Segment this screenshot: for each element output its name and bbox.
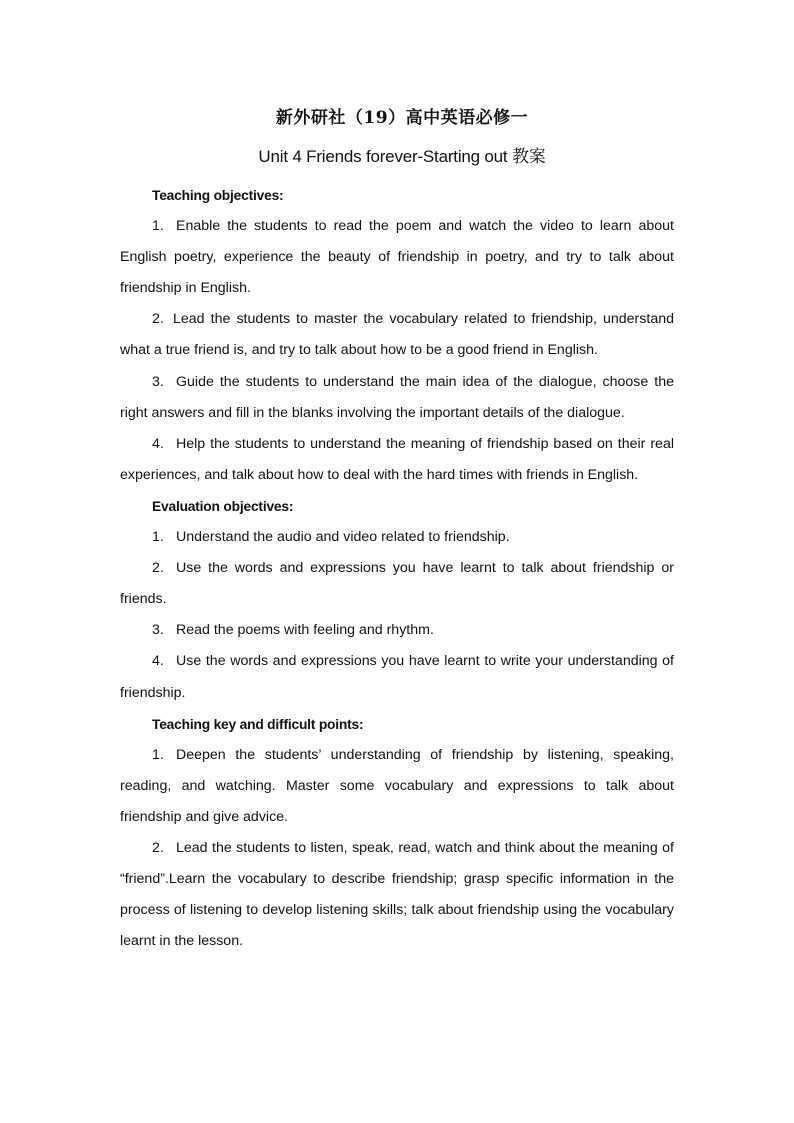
list-item [120, 615, 674, 646]
item-number: 1. [152, 218, 164, 235]
list-item [120, 740, 674, 833]
item-text: Help the students to understand the meaning of friendship based on their real experiences, and talk about how to deal with the hard times with friends in English. [120, 435, 674, 483]
list-item [120, 553, 674, 615]
item-text: Use the words and expressions you have learnt to talk about friendship or friends. [120, 560, 674, 608]
item-number: 3. [152, 622, 164, 639]
item-number: 4. [152, 653, 164, 670]
section-heading-teaching-objectives: Teaching objectives: [152, 188, 284, 203]
item-text: Deepen the students’ understanding of friendship by listening, speaking, reading, and watching. Master some vocabulary and expressions to talk about friendship and give advice. [120, 746, 674, 825]
list-item [120, 522, 674, 553]
item-text: Use the words and expressions you have learnt to write your understanding of friendship. [120, 653, 674, 701]
section-heading-key-difficult-points: Teaching key and difficult points: [152, 716, 364, 732]
item-number: 3. [152, 373, 164, 390]
document-body [120, 180, 674, 957]
item-text: Lead the students to master the vocabulary related to friendship, understand what a true friend is, and try to talk about how to be a good friend in English. [120, 311, 674, 359]
document-title-english: Unit 4 Friends forever-Starting out 教案 [258, 147, 546, 166]
list-item [120, 429, 674, 491]
item-number: 1. [152, 529, 164, 546]
item-text: Enable the students to read the poem and watch the video to learn about English poetry, experience the beauty of friendship in poetry, and try to talk about friendship in English. [120, 218, 674, 297]
item-text: Understand the audio and video related to friendship. [176, 529, 510, 546]
list-item [120, 211, 674, 304]
document-title-chinese: 新外研社（19）高中英语必修一 [275, 108, 529, 128]
item-number: 4. [152, 435, 164, 452]
item-number: 2. [152, 560, 164, 577]
section-heading-evaluation-objectives: Evaluation objectives: [152, 498, 294, 514]
item-text: Read the poems with feeling and rhythm. [176, 622, 434, 639]
item-number: 2. [152, 839, 164, 856]
item-number: 2. [152, 311, 164, 328]
list-item [120, 367, 674, 429]
list-item [120, 833, 674, 957]
list-item [120, 304, 674, 366]
item-text: Lead the students to listen, speak, read, watch and think about the meaning of “friend”.Learn the vocabulary to describe friendship; grasp specific information in the process of listening to develop listening skills; talk about friendship using the vocabulary learnt in the lesson. [120, 839, 674, 950]
item-text: Guide the students to understand the main idea of the dialogue, choose the right answers and fill in the blanks involving the important details of the dialogue. [120, 373, 674, 421]
list-item [120, 646, 674, 708]
item-number: 1. [152, 746, 164, 763]
